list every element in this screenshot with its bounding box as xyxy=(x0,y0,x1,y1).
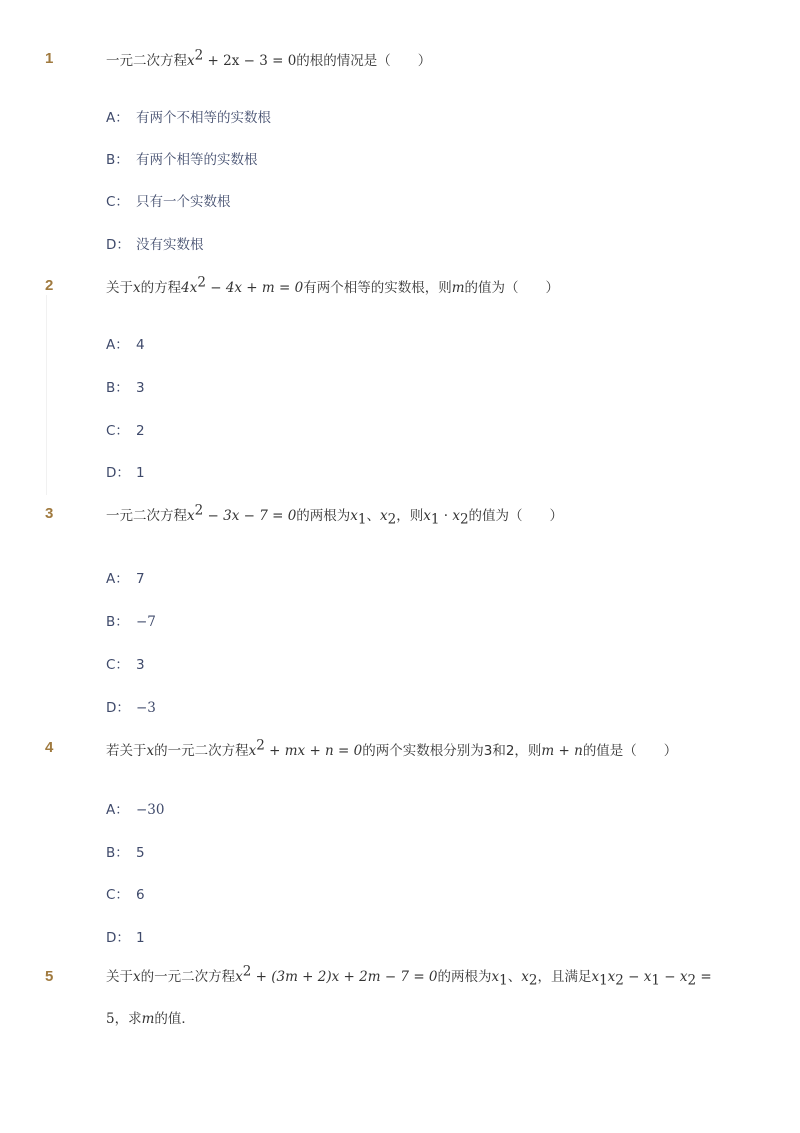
option-c[interactable]: C： 6 xyxy=(106,887,145,903)
option-c[interactable]: C： 只有一个实数根 xyxy=(106,194,231,210)
question-stem: 关于x的一元二次方程$x^2 + (3m + 2)x + 2m - 7 = 0$的两根为$x_1$、$x_2$，且满足$x_1x_2 - x_1 - x_2 = 5$，求m的值． xyxy=(106,963,712,1027)
divider xyxy=(46,295,47,495)
option-b[interactable]: B： 3 xyxy=(106,380,145,396)
option-a[interactable]: A： 7 xyxy=(106,571,145,587)
option-c[interactable]: C： 3 xyxy=(106,657,145,673)
option-d[interactable]: D： 1 xyxy=(106,465,145,481)
option-d[interactable]: D： 没有实数根 xyxy=(106,237,204,253)
question-number: 5 xyxy=(45,968,54,985)
option-b[interactable]: B： −7 xyxy=(106,614,156,630)
option-c[interactable]: C： 2 xyxy=(106,423,145,439)
question-number: 1 xyxy=(45,50,54,67)
option-a[interactable]: A： −30 xyxy=(106,802,165,818)
question-number: 2 xyxy=(45,277,54,294)
option-a[interactable]: A： 有两个不相等的实数根 xyxy=(106,110,271,126)
option-b[interactable]: B： 有两个相等的实数根 xyxy=(106,152,258,168)
question-stem: 一元二次方程$x^2 - 3x - 7 = 0$的两根为$x_1$、$x_2$，则$x_1 \cdot x_2$的值为（ ） xyxy=(106,502,564,528)
question-number: 3 xyxy=(45,505,54,522)
question-stem: 关于x的方程$4x^2 - 4x + m = 0$有两个相等的实数根，则m的值为（ ） xyxy=(106,274,560,296)
question-stem: 一元二次方程$x^2 + 2x - 3 = 0$的根的情况是（ ） xyxy=(106,47,432,69)
option-d[interactable]: D： 1 xyxy=(106,930,145,946)
question-stem: 若关于x的一元二次方程$x^2$ + mx + n = 0的两个实数根分别为3和2，则m + n的值是（ ） xyxy=(106,737,678,759)
option-a[interactable]: A： 4 xyxy=(106,337,145,353)
option-d[interactable]: D： −3 xyxy=(106,700,156,716)
question-number: 4 xyxy=(45,739,54,756)
option-b[interactable]: B： 5 xyxy=(106,845,145,861)
